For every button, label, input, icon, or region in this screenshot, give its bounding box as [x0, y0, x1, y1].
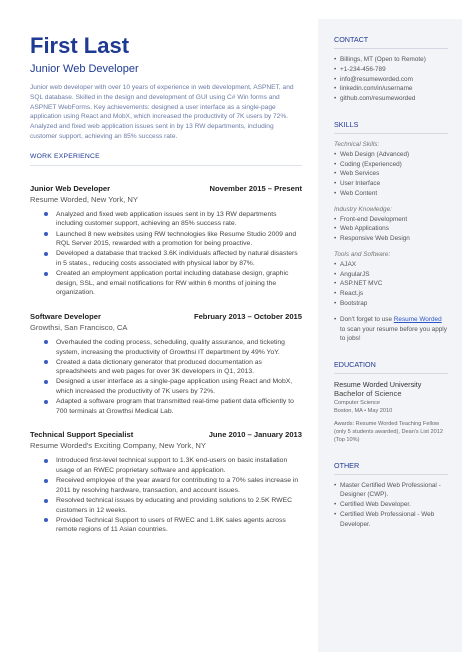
skill-group-label: Industry Knowledge: [334, 205, 392, 213]
contact-item: • +1-234-456-789 [334, 65, 448, 75]
skill-item: • ASP.NET MVC [334, 279, 448, 289]
skill-item: • Front-end Development [334, 215, 448, 225]
job-header [30, 312, 302, 321]
contact-item[interactable]: • github.com/resumeworded [334, 94, 448, 104]
contact-item[interactable]: • linkedin.com/in/username [334, 84, 448, 94]
education-field: Computer Science [334, 400, 381, 407]
job-title: Junior Web Developer [30, 183, 111, 193]
sidebar-divider [334, 48, 448, 49]
skill-item: • AngularJS [334, 270, 448, 280]
bullet-dot-icon [44, 340, 48, 344]
job-header [30, 184, 302, 193]
job-bullet [44, 249, 302, 268]
job-bullet [44, 269, 302, 298]
skill-group-list [334, 150, 448, 199]
job-bullet-text: Created an employment application portal including database design, graphic design, SSL, and email notifications for RW within 6 months of joining the organization. [56, 270, 289, 297]
job-bullet [44, 397, 302, 416]
bullet-dot-icon [44, 400, 48, 404]
job-company: Growthsi, San Francisco, CA [30, 322, 128, 332]
job-bullet-text: Received employee of the year award for contributing to a 70% sales increase in 2011 by resolving hardware, transaction, and account issues. [56, 477, 299, 494]
job-bullet-text: Provided Technical Support to users of RWEC and 1.8K sales agents across remote regions of 11 Asian countries. [56, 516, 286, 534]
bullet-dot-icon [44, 380, 48, 384]
other-heading: OTHER [334, 460, 360, 470]
candidate-title: Junior Web Developer [30, 63, 139, 75]
resume-sidebar [318, 19, 462, 652]
skill-item: • Bootstrap [334, 299, 448, 309]
skills-heading: SKILLS [334, 119, 359, 129]
skill-group-label: Technical Skills: [334, 140, 380, 148]
job-bullet [44, 516, 302, 535]
skill-groups [334, 140, 448, 309]
job-bullet [44, 338, 302, 357]
resume-main-column [30, 34, 302, 536]
job-bullets [30, 456, 302, 535]
resume-worded-link[interactable]: Resume Worded [393, 315, 442, 323]
candidate-name: First Last [30, 33, 130, 58]
job-bullet-text: Developed a database that tracked 3.6K individuals affected by natural disasters in 5 states., reducing costs associated with physical labor by 87%. [56, 250, 298, 267]
job-dates: February 2013 – October 2015 [193, 311, 302, 321]
job-bullet-text: Launched 8 new websites using RW technologies like Resume Studio 2009 and RQL Server 2015, rewarded with a promotion for being proactive. [56, 230, 297, 248]
other-item: • Certified Web Developer. [334, 500, 448, 510]
job-entry [30, 184, 302, 298]
skill-group-list [334, 260, 448, 309]
job-bullet-text: Created a data dictionary generator that produced documentation as spreadsheets and web pages for over 3K developers in Q1, 2013. [56, 358, 262, 376]
note-prefix: Don't forget to use [340, 315, 394, 323]
sidebar-divider [334, 373, 448, 374]
other-item: • Certified Web Professional - Web Developer. [334, 510, 448, 530]
skill-item: • Web Design (Advanced) [334, 150, 448, 160]
sidebar-divider [334, 133, 448, 134]
contact-list [334, 55, 448, 104]
bullet-dot-icon [44, 459, 48, 463]
skill-item: • AJAX [334, 260, 448, 270]
job-title: Technical Support Specialist [30, 430, 134, 440]
section-divider [30, 165, 302, 166]
education-school: Resume Worded University [334, 380, 422, 390]
job-bullet [44, 377, 302, 396]
job-bullet-text: Resolved technical issues by educating and providing solutions to 2.5K RWEC customers in 12 weeks. [56, 497, 293, 514]
job-company: Resume Worded, New York, NY [30, 194, 138, 204]
note-suffix: to scan your resume before you apply to jobs! [340, 325, 447, 343]
bullet-dot-icon [44, 360, 48, 364]
job-bullet [44, 358, 302, 377]
job-bullet [44, 496, 302, 515]
bullet-dot-icon [44, 518, 48, 522]
job-bullet [44, 456, 302, 475]
job-bullet-text: Designed a user interface as a single-page application using React and MobX, which increased the productivity of 7K users by 72%. [56, 378, 293, 396]
contact-heading: CONTACT [334, 35, 369, 44]
work-experience-heading: WORK EXPERIENCE [30, 152, 100, 160]
skill-group-list [334, 215, 448, 244]
job-bullets [30, 210, 302, 298]
job-entry [30, 430, 302, 535]
bullet-dot-icon [44, 272, 48, 276]
contact-item[interactable]: • info@resumeworded.com [334, 75, 448, 85]
education-awards: Awards: Resume Worded Teaching Fellow (only 5 students awarded), Dean's List 2012 (Top 10%) [334, 421, 443, 443]
bullet-dot-icon [44, 212, 48, 216]
job-bullet [44, 210, 302, 229]
job-bullet [44, 230, 302, 249]
job-header [30, 430, 302, 439]
bullet-dot-icon [44, 499, 48, 503]
other-list [334, 481, 448, 530]
job-list [30, 184, 302, 535]
education-degree: Bachelor of Science [334, 389, 402, 399]
other-item: • Master Certified Web Professional - Designer (CWP). [334, 481, 448, 501]
job-title: Software Developer [30, 311, 101, 321]
job-dates: June 2010 – January 2013 [208, 430, 302, 440]
job-bullet-text: Overhauled the coding process, scheduling, quality assurance, and ticketing system, increasing the productivity of Growthsi IT department by 49% YoY. [56, 338, 285, 356]
sidebar-divider [334, 474, 448, 475]
bullet-dot-icon [44, 479, 48, 483]
job-bullets [30, 338, 302, 417]
skill-item: • Web Content [334, 189, 448, 199]
job-company: Resume Worded's Exciting Company, New York, NY [30, 441, 206, 451]
education-location-date: Boston, MA • May 2010 [334, 408, 393, 415]
job-bullet-text: Analyzed and fixed web application issues sent in by 13 RW departments including customer support, achieving an 85% success rate. [56, 210, 277, 228]
education-heading: EDUCATION [334, 360, 376, 370]
job-bullet [44, 476, 302, 495]
job-entry [30, 312, 302, 417]
summary-paragraph: Junior web developer with over 10 years of experience in web development, ASPNET, and SQL database. Skilled in the design and development of GUI using C# Win forms and ASPNET WebForms. Key achievements: designed a user interface as a single-page application using React and MobX, which increased the productivity of 7K users by 72%. Analyzed and fixed web application issues sent in by 13 RW departments, including customer support, achieving an 85% success rate. [30, 84, 294, 140]
job-dates: November 2015 – Present [209, 183, 302, 193]
contact-item: • Billings, MT (Open to Remote) [334, 55, 448, 65]
job-bullet-text: Adapted a software program that transmitted real-time patient data efficiently to 700 terminals at Growthsi Medical Lab. [56, 398, 294, 415]
skill-item: • Web Services [334, 169, 448, 179]
skill-item: • Coding (Experienced) [334, 160, 448, 170]
bullet-dot-icon [44, 252, 48, 256]
resume-worded-note [334, 315, 448, 344]
skill-item: • Web Applications [334, 224, 448, 234]
skill-item: • User Interface [334, 179, 448, 189]
job-bullet-text: Introduced first-level technical support to 1.3K end-users on basic installation usage of an RWEC proprietary software and application. [56, 457, 288, 475]
skill-item: • Responsive Web Design [334, 234, 448, 244]
bullet-dot-icon [44, 232, 48, 236]
skill-item: • React.js [334, 289, 448, 299]
skill-group-label: Tools and Software: [334, 250, 391, 258]
